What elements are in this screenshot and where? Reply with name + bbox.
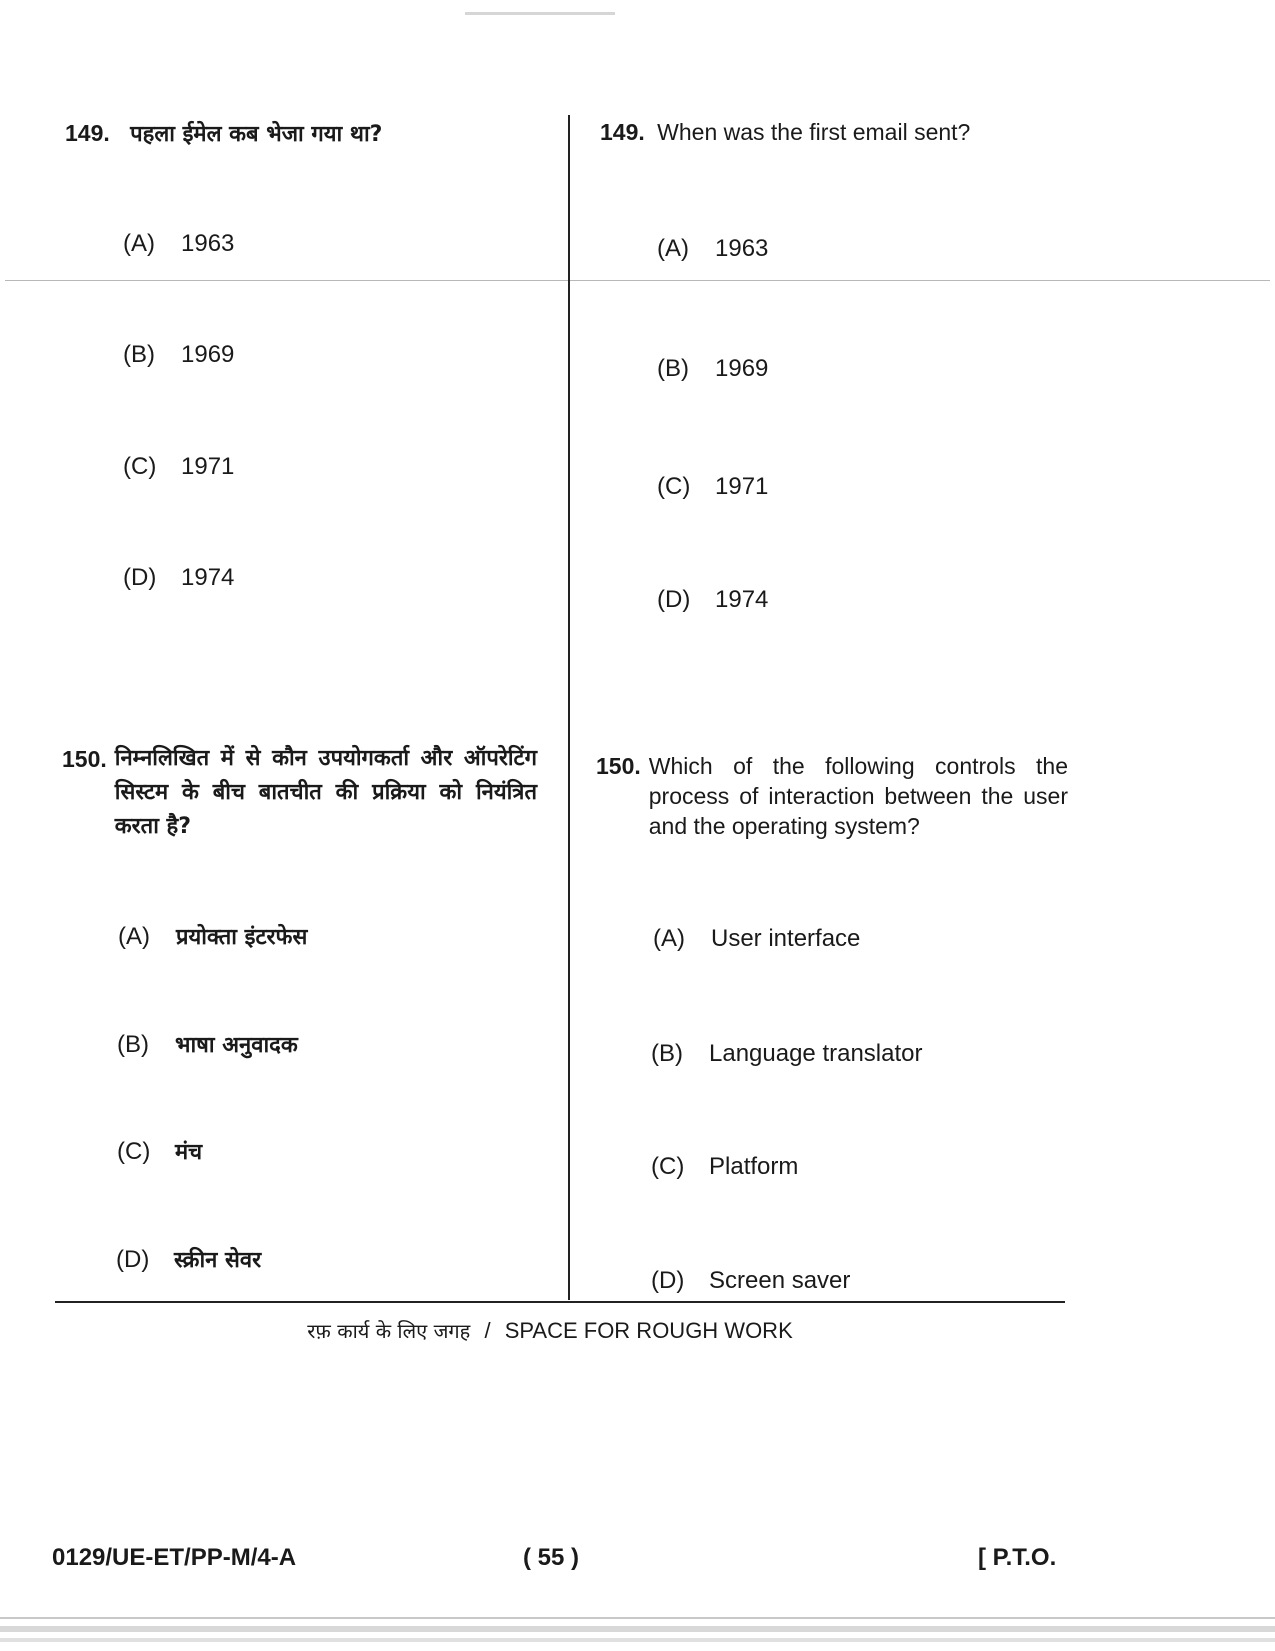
paper-code: 0129/UE-ET/PP-M/4-A — [52, 1544, 297, 1571]
option-text: भाषा अनुवादक — [175, 1033, 298, 1058]
option-149-c-english — [657, 472, 768, 502]
option-text: User interface — [711, 925, 861, 952]
option-149-d-hindi — [123, 563, 234, 593]
option-149-a-english — [657, 234, 768, 264]
question-number: 149. — [600, 119, 645, 145]
option-150-d-english — [651, 1266, 850, 1296]
option-label: (A) — [123, 230, 155, 257]
option-text: 1969 — [715, 355, 769, 382]
question-number: 150. — [62, 746, 107, 772]
option-text: Screen saver — [709, 1267, 851, 1294]
question-text: Which of the following controls the process of interaction between the user and the operating system? — [648, 753, 1068, 839]
rough-work-rule — [55, 1301, 1065, 1303]
option-text: 1969 — [181, 341, 235, 368]
scan-smudge — [465, 12, 615, 15]
scan-edge — [0, 1617, 1275, 1619]
page-number: ( 55 ) — [523, 1544, 580, 1571]
question-number: 149. — [65, 120, 110, 146]
option-label: (B) — [117, 1031, 149, 1058]
column-divider — [568, 115, 570, 1300]
scan-edge — [0, 1638, 1275, 1642]
question-149-english — [600, 117, 1070, 147]
option-text: स्क्रीन सेवर — [174, 1248, 262, 1273]
option-text: 1963 — [715, 235, 769, 262]
option-149-b-english — [657, 354, 768, 384]
option-150-b-hindi — [117, 1030, 298, 1061]
option-label: (A) — [118, 923, 150, 950]
option-150-a-hindi — [118, 922, 307, 953]
option-label: (D) — [657, 586, 691, 613]
option-150-c-hindi — [117, 1137, 202, 1168]
option-149-d-english — [657, 585, 768, 615]
option-label: (B) — [657, 355, 689, 382]
option-label: (D) — [116, 1246, 150, 1273]
rough-work-separator: / — [484, 1318, 491, 1343]
option-text: 1974 — [715, 586, 769, 613]
option-150-d-hindi — [116, 1245, 261, 1276]
question-text: पहला ईमेल कब भेजा गया था? — [130, 122, 383, 147]
option-150-c-english — [651, 1152, 798, 1182]
option-label: (A) — [657, 235, 689, 262]
scan-edge — [0, 1626, 1275, 1632]
option-149-a-hindi — [123, 229, 234, 259]
question-150-hindi — [62, 742, 537, 844]
option-text: 1963 — [181, 230, 235, 257]
option-text: 1971 — [181, 453, 235, 480]
option-text: 1971 — [715, 473, 769, 500]
question-text: When was the first email sent? — [657, 119, 971, 145]
option-label: (C) — [117, 1138, 151, 1165]
question-150-english — [596, 751, 1068, 841]
pto-label: [ P.T.O. — [978, 1544, 1057, 1571]
option-text: Platform — [709, 1153, 799, 1180]
option-text: प्रयोक्ता इंटरफेस — [176, 925, 308, 950]
option-149-c-hindi — [123, 452, 234, 482]
question-text: निम्नलिखित में से कौन उपयोगकर्ता और ऑपरेटिंग सिस्टम के बीच बातचीत की प्रक्रिया को नियंत्रित करता है? — [114, 746, 537, 839]
option-label: (D) — [651, 1267, 685, 1294]
option-text: मंच — [175, 1140, 203, 1165]
question-149-hindi — [65, 118, 545, 152]
option-text: 1974 — [181, 564, 235, 591]
option-label: (B) — [123, 341, 155, 368]
option-label: (D) — [123, 564, 157, 591]
option-label: (C) — [657, 473, 691, 500]
option-150-b-english — [651, 1039, 923, 1069]
option-label: (C) — [651, 1153, 685, 1180]
rough-work-caption — [0, 1317, 1100, 1344]
option-label: (B) — [651, 1040, 683, 1067]
question-number: 150. — [596, 753, 641, 779]
rough-work-english: SPACE FOR ROUGH WORK — [504, 1318, 793, 1343]
option-150-a-english — [653, 924, 860, 954]
option-text: Language translator — [709, 1040, 923, 1067]
option-label: (C) — [123, 453, 157, 480]
option-149-b-hindi — [123, 340, 234, 370]
option-label: (A) — [653, 925, 685, 952]
rough-work-hindi: रफ़ कार्य के लिए जगह — [307, 1319, 471, 1343]
scan-line — [5, 280, 1270, 281]
